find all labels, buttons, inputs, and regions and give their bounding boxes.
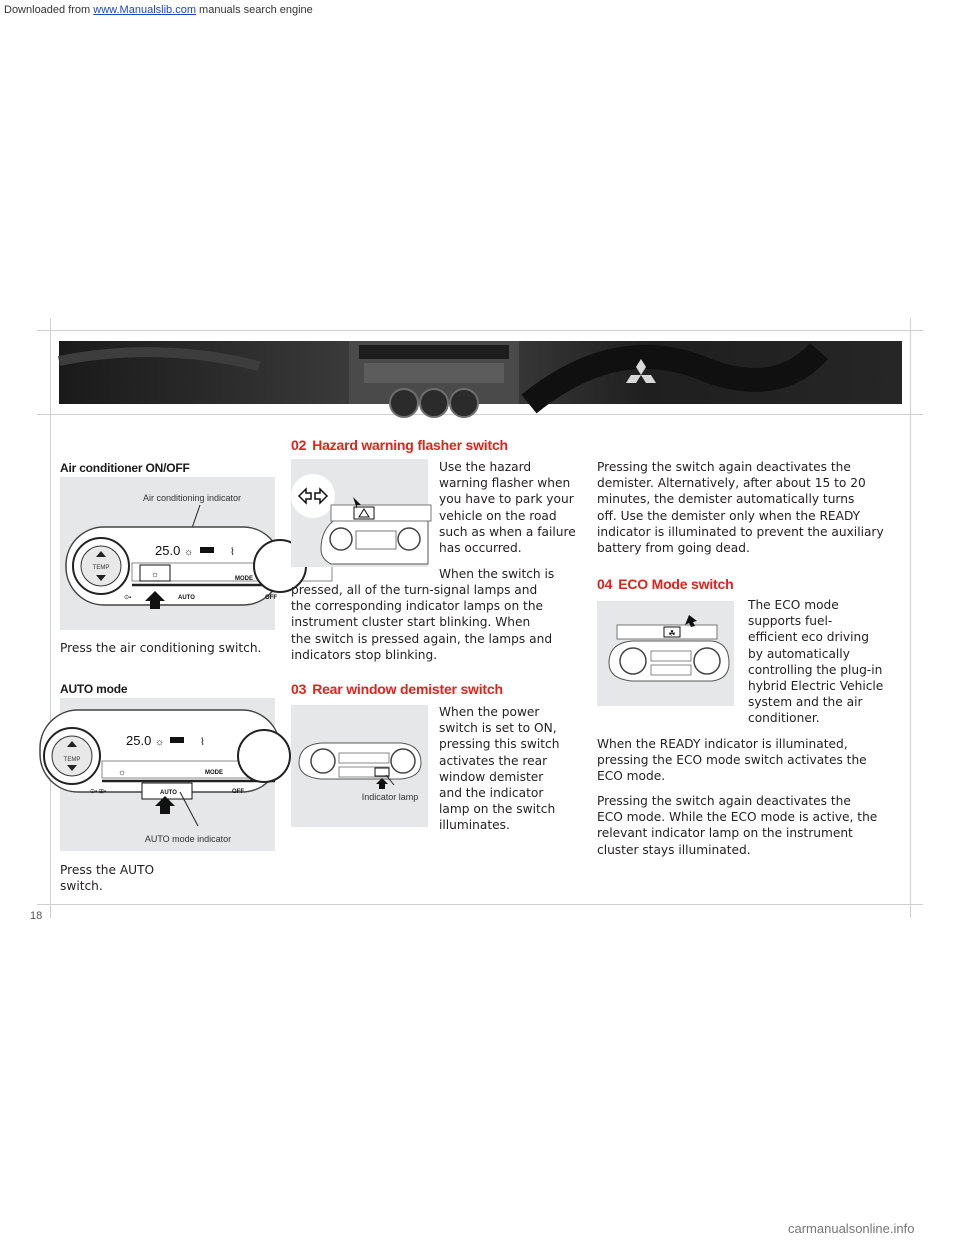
hazard-heading: 02 Hazard warning flasher switch — [291, 437, 508, 453]
svg-text:TEMP: TEMP — [92, 565, 110, 571]
svg-text:OFF: OFF — [265, 595, 277, 601]
ac-instruction: Press the air conditioning switch. — [60, 641, 262, 655]
auto-callout-text: AUTO mode indicator — [144, 834, 232, 844]
demister-heading: 03 Rear window demister switch — [291, 681, 503, 697]
svg-text:☼: ☼ — [184, 547, 194, 558]
eco-paragraph-3: Pressing the switch again deactivates the ECO mode. While the ECO mode is active, the relevant indicator lamp on the instrument cluster stays illuminated. — [597, 794, 878, 857]
dashboard-banner-image — [59, 341, 902, 404]
svg-text:AUTO: AUTO — [178, 595, 195, 601]
auto-heading: AUTO mode — [60, 682, 128, 696]
svg-text:⊙▪: ⊙▪ — [124, 595, 132, 601]
hazard-text-side-2: When the switch is — [439, 567, 555, 581]
ac-panel-illustration — [60, 477, 275, 630]
svg-text:MODE: MODE — [205, 770, 223, 776]
demister-arrow-icon — [376, 778, 388, 789]
svg-text:OFF: OFF — [232, 789, 244, 795]
page-number: 18 — [30, 910, 43, 922]
hazard-text-side: Use the hazard warning flasher when you have to park your vehicle on the road such as when a failure has occurred. — [439, 460, 576, 556]
svg-text:25.0: 25.0 — [155, 543, 181, 558]
dashboard-illustration — [59, 341, 902, 404]
header-bottom-rule — [37, 414, 923, 415]
download-note: Downloaded from www.Manualslib.com manuals search engine — [4, 4, 313, 16]
ac-callout-text: Air conditioning indicator — [142, 493, 242, 503]
ac-heading: Air conditioner ON/OFF — [60, 461, 190, 475]
left-vertical-rule — [50, 318, 51, 918]
turn-signal-arrows-icon — [291, 474, 335, 518]
eco-text-side: The ECO mode supports fuel- efficient eco driving by automatically controlling the plug-in hybrid Electric Vehicle system and the air conditioner. — [748, 598, 884, 726]
top-rule — [37, 330, 923, 331]
hazard-illustration — [291, 459, 428, 567]
svg-text:☼: ☼ — [117, 767, 127, 777]
svg-text:AUTO: AUTO — [160, 790, 177, 796]
eco-figure — [597, 601, 734, 706]
svg-text:⊙▪ ⊞▪: ⊙▪ ⊞▪ — [90, 789, 106, 795]
watermark-text: carmanualsonline.info — [788, 1221, 915, 1236]
ac-panel-figure — [60, 477, 275, 630]
manualslib-link[interactable]: www.Manualslib.com — [93, 4, 196, 16]
bottom-rule — [37, 904, 923, 905]
eco-leaf-icon: ☘ — [668, 629, 676, 638]
svg-text:⌇: ⌇ — [200, 737, 205, 748]
right-vertical-rule — [910, 318, 911, 918]
demister-callout-text: Indicator lamp — [361, 792, 419, 802]
demister-text: When the power switch is set to ON, pressing this switch activates the rear window demister and the indicator lamp on the switch illuminates. — [439, 705, 560, 833]
eco-illustration — [597, 601, 734, 706]
hazard-text-continued: pressed, all of the turn-signal lamps and the corresponding indicator lamps on the instrument cluster start blinking. When the switch is pressed again, the lamps and indicators stop blinking. — [291, 583, 553, 662]
demister-text-continued: Pressing the switch again deactivates the demister. Alternatively, after about 15 to 20 minutes, the demister automatically turns off. Use the demister only when the READY indicator is illuminated to prevent the auxiliary battery from going dead. — [597, 460, 884, 556]
auto-panel-figure — [60, 698, 275, 851]
demister-switch-icon — [375, 768, 389, 776]
hazard-figure — [291, 459, 428, 567]
auto-panel-illustration — [60, 698, 275, 851]
demister-illustration — [291, 705, 428, 827]
svg-text:⌇: ⌇ — [230, 547, 235, 558]
auto-instruction: Press the AUTO switch. — [60, 863, 155, 894]
svg-text:TEMP: TEMP — [63, 757, 81, 763]
svg-text:☼: ☼ — [155, 737, 165, 748]
demister-figure — [291, 705, 428, 827]
eco-heading: 04 ECO Mode switch — [597, 576, 734, 592]
svg-text:25.0: 25.0 — [126, 733, 152, 748]
svg-text:MODE: MODE — [235, 576, 253, 582]
eco-paragraph-2: When the READY indicator is illuminated, pressing the ECO mode switch activates the ECO mode. — [597, 737, 867, 784]
svg-text:☼: ☼ — [150, 569, 160, 579]
